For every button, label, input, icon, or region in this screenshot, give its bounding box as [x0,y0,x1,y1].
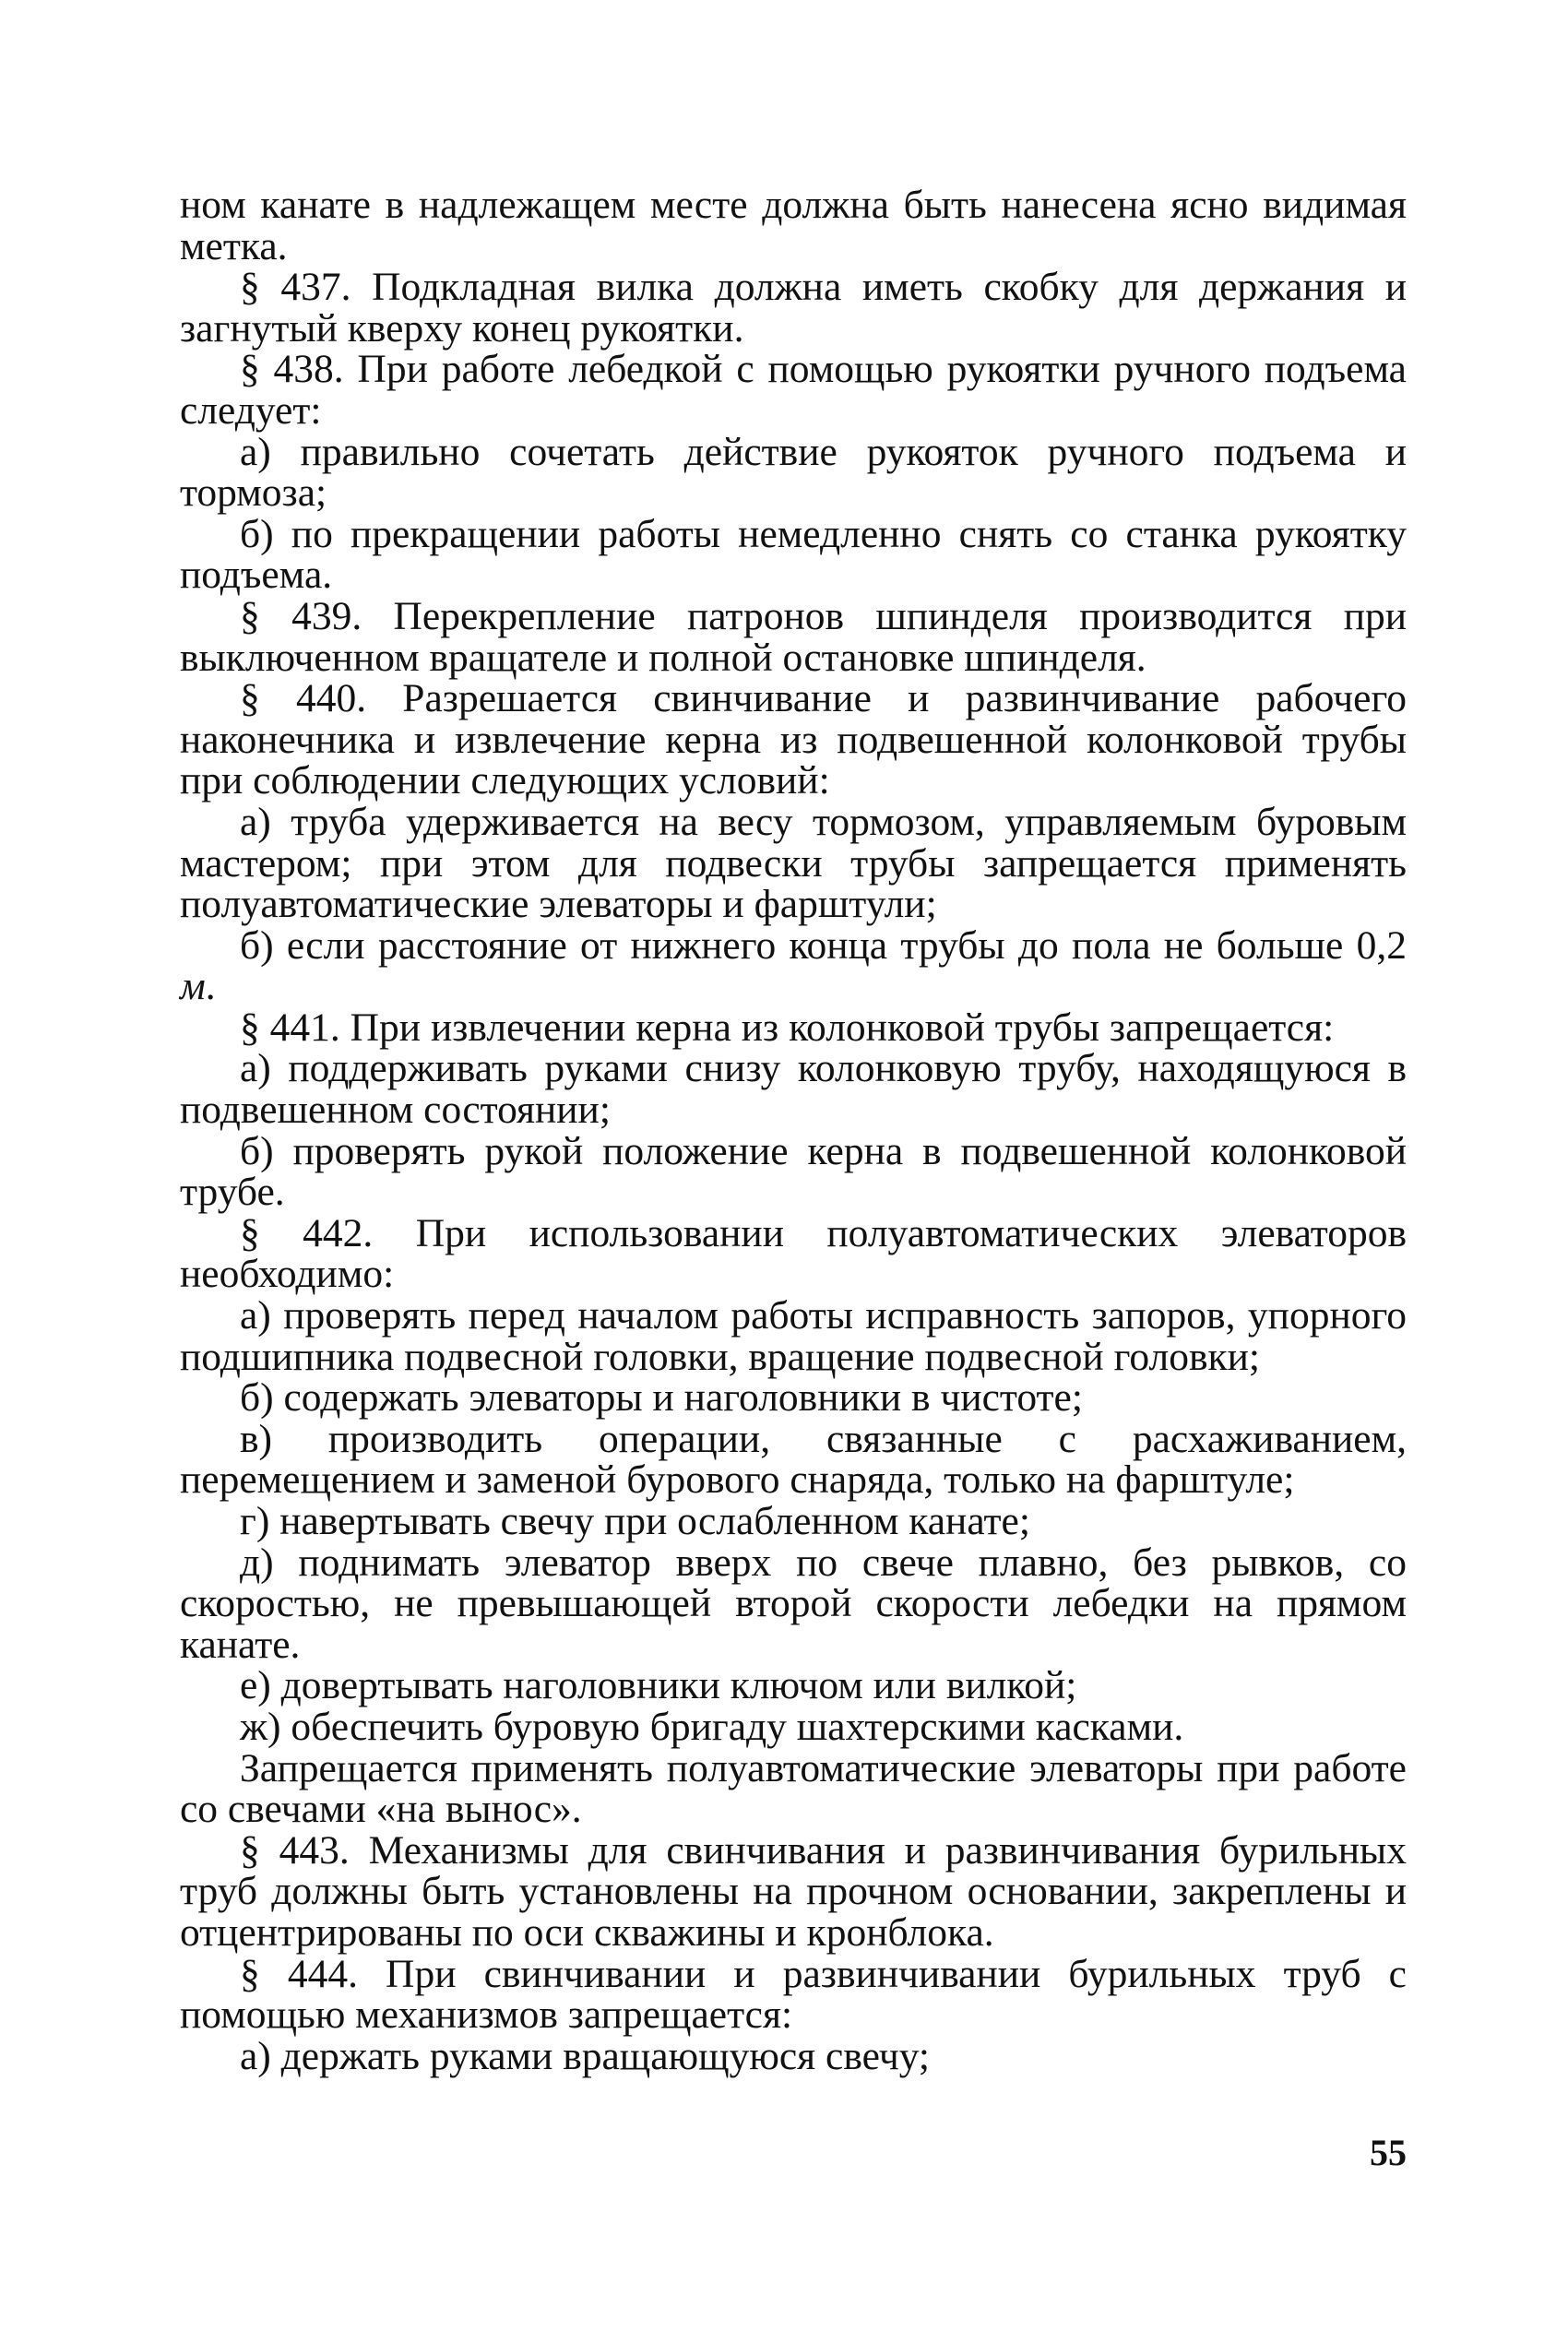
paragraph-439: § 439. Перекрепление патронов шпинделя производится при выключенном вращателе и полной остановке шпинделя. [180,593,1407,680]
paragraph-437: § 437. Подкладная вилка должна иметь скобку для держания и загнутый кверху конец рукоятки. [180,265,1407,351]
paragraph-438: § 438. При работе лебедкой с помощью рукоятки ручного подъема следует: [180,347,1407,433]
paragraph-441: § 441. При извлечении керна из колонковой трубы запрещается: [240,1005,1335,1050]
paragraph-442-a: а) проверять перед началом работы исправность запоров, упорного подшипника подвесной головки, вращение подвесной головки; [180,1293,1407,1379]
paragraph-442-d: д) поднимать элеватор вверх по свече плавно, без рывков, со скоростью, не превышающей второй скорости лебедки на прямом канате. [180,1540,1407,1667]
paragraph-438-a: а) правильно сочетать действие рукояток ручного подъема и тормоза; [180,429,1407,516]
page-number: 55 [1370,2132,1407,2173]
paragraph-442-zh: ж) обеспечить буровую бригаду шахтерскими касками. [240,1704,1184,1749]
paragraph-442-e: е) довертывать наголовники ключом или вилкой; [240,1663,1077,1708]
paragraph-440: § 440. Разрешается свинчивание и развинчивание рабочего наконечника и извлечение керна из подвешенной колонковой трубы при соблюдении следующих условий: [180,676,1407,803]
paragraph-continuation: ном канате в надлежащем месте должна быть нанесена ясно видимая метка. [180,183,1407,268]
paragraph-442-b: б) содержать элеваторы и наголовники в чистоте; [240,1375,1083,1421]
paragraph-442-note: Запрещается применять полуавтоматические элеваторы при работе со свечами «на вынос». [180,1745,1407,1832]
paragraph-443: § 443. Механизмы для свинчивания и развинчивания бурильных труб должны быть установлены на прочном основании, закреплены и отцентрированы по оси скважины и кронблока. [180,1827,1407,1955]
paragraph-441-a: а) поддерживать руками снизу колонковую трубу, находящуюся в подвешенном состоянии; [180,1046,1407,1133]
paragraph-440-b [180,922,1407,1009]
paragraph-440-a: а) труба удерживается на весу тормозом, управляемым буровым мастером; при этом для подвески трубы запрещается применять полуавтоматические элеваторы и фарштули; [180,799,1407,927]
paragraph-440-b-end: . [205,964,216,1009]
paragraph-442: § 442. При использовании полуавтоматических элеваторов необходимо: [180,1210,1407,1297]
paragraph-441-b: б) проверять рукой положение керна в подвешенной колонковой трубе. [180,1128,1407,1215]
paragraph-440-b-text: б) если расстояние от нижнего конца трубы до пола не больше 0,2 [240,922,1407,968]
paragraph-442-g: г) навертывать свечу при ослабленном канате; [240,1499,1030,1543]
paragraph-444-a: а) держать руками вращающуюся свечу; [240,2033,930,2078]
paragraph-438-b: б) по прекращении работы немедленно снять со станка рукоятку подъема. [180,511,1407,598]
paragraph-442-v: в) производить операции, связанные с расхаживанием, перемещением и заменой бурового снаряда, только на фарштуле; [180,1416,1407,1503]
paragraph-444: § 444. При свинчивании и развинчивании бурильных труб с помощью механизмов запрещается: [180,1951,1407,2038]
unit-meter: м [180,964,206,1009]
page-text [180,184,1407,2076]
